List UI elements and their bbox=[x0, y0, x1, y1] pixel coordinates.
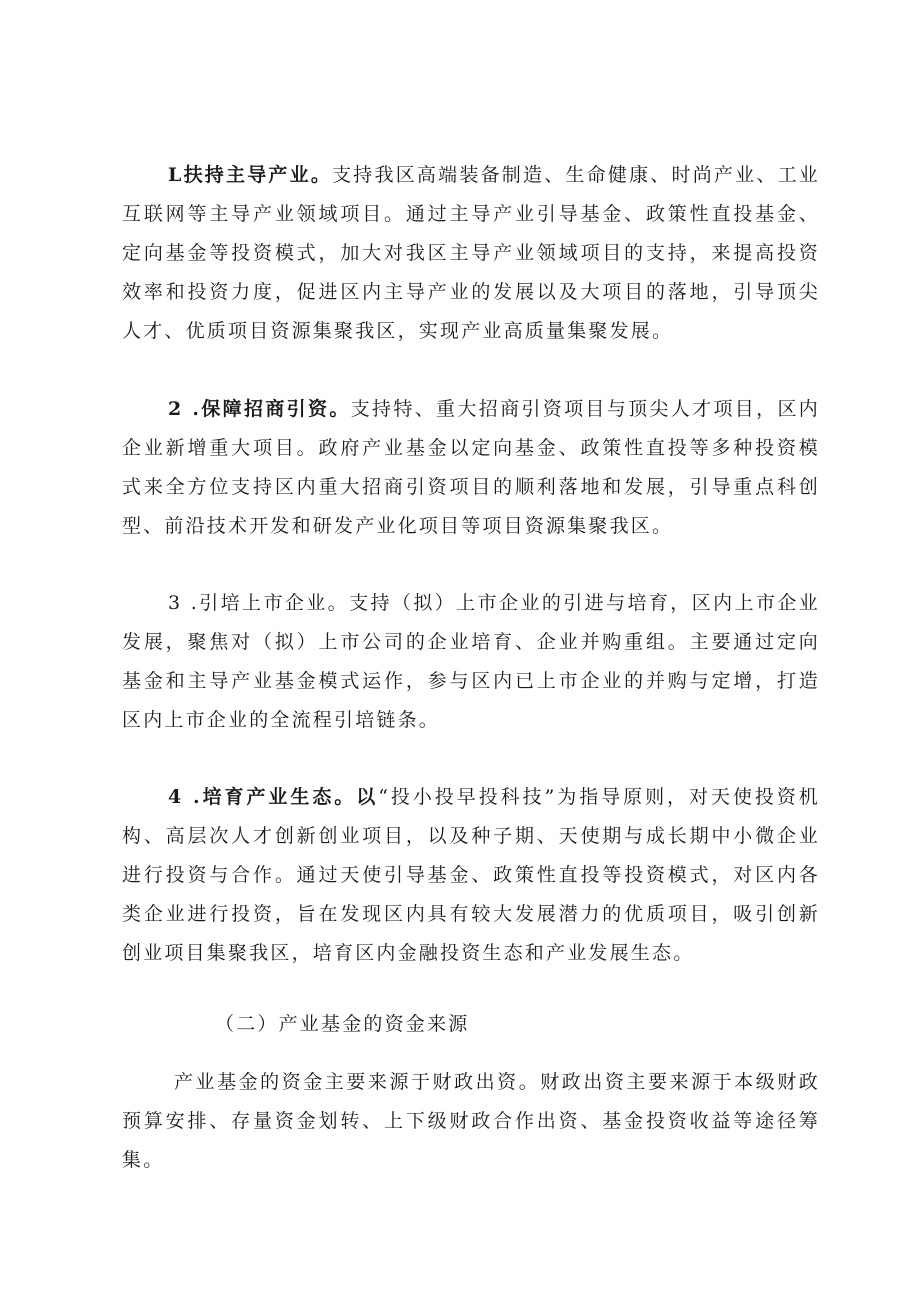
paragraph-body: 支持特、重大招商引资项目与顶尖人才项目，区内企业新增重大项目。政府产业基金以定向基金、政策性直投等多种投资模式来全方位支持区内重大招商引资项目的顺利落地和发展，引导重点科创型、前沿技术开发和研发产业化项目等项目资源集聚我区。 bbox=[122, 398, 821, 537]
paragraph-leading-industry bbox=[122, 156, 820, 351]
paragraph-industry-ecosystem bbox=[122, 778, 820, 973]
paragraph-fund-sources: 产业基金的资金主要来源于财政出资。财政出资主要来源于本级财政预算安排、存量资金划转、上下级财政合作出资、基金投资收益等途径筹集。 bbox=[122, 1071, 820, 1171]
paragraph-body: 3 .引培上市企业。支持（拟）上市企业的引进与培育，区内上市企业发展，聚焦对（拟）上市公司的企业培育、企业并购重组。主要通过定向基金和主导产业基金模式运作，参与区内已上市企业的并购与定增，打造区内上市企业的全流程引培链条。 bbox=[122, 592, 820, 731]
paragraph-body: “投小投早投科技”为指导原则，对天使投资机构、高层次人才创新创业项目，以及种子期、天使期与成长期中小微企业进行投资与合作。通过天使引导基金、政策性直投等投资模式，对区内各类企业进行投资，旨在发现区内具有较大发展潜力的优质项目，吸引创新创业项目集聚我区，培育区内金融投资生态和产业发展生态。 bbox=[122, 786, 820, 964]
section-subheading: （二）产业基金的资金来源 bbox=[215, 1013, 470, 1035]
paragraph-listed-companies bbox=[122, 584, 820, 740]
paragraph-lead: L扶持主导产业。 bbox=[168, 164, 333, 186]
paragraph-body: 支持我区高端装备制造、生命健康、时尚产业、工业互联网等主导产业领域项目。通过主导产业引导基金、政策性直投基金、定向基金等投资模式，加大对我区主导产业领域项目的支持，来提高投资效率和投资力度，促进区内主导产业的发展以及大项目的落地，引导顶尖人才、优质项目资源集聚我区，实现产业高质量集聚发展。 bbox=[122, 164, 820, 342]
paragraph-investment-attraction bbox=[122, 390, 820, 546]
paragraph-lead: 2 .保障招商引资。 bbox=[168, 398, 351, 420]
paragraph-lead: 4 .培育产业生态。以 bbox=[168, 786, 379, 808]
